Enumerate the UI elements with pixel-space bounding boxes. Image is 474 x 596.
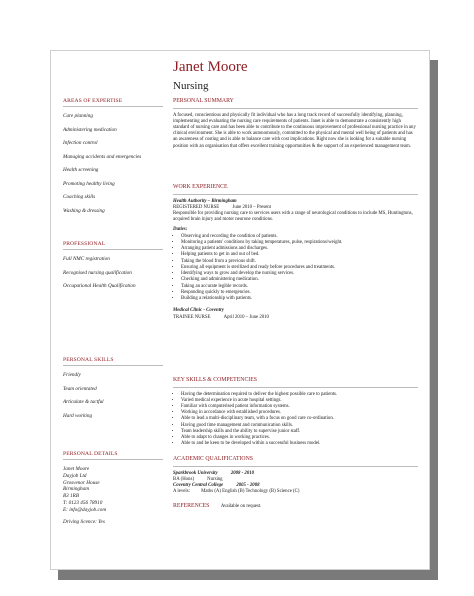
duty-item: • Observing and recording the condition of patients. (181, 234, 418, 240)
duty-item: • Taking the blood from a previous shift. (181, 259, 418, 265)
duties-label: Duties: (173, 227, 188, 233)
detail-line: B3 1RB (63, 493, 79, 499)
professional-item: Full NMC registration (63, 256, 110, 262)
job2-employer: Medical Clinic - Coventry (173, 308, 225, 314)
skill-item: • Able to adapt to changes in working practices. (181, 435, 418, 441)
job2-dates: April 2010 – June 2010 (223, 314, 269, 320)
personal-details-heading: PERSONAL DETAILS (63, 451, 163, 460)
duty-item: • Responding quickly to emergencies. (181, 290, 418, 296)
expertise-item: Care planning (63, 113, 93, 119)
expertise-section (63, 98, 163, 221)
expertise-item: Administering medication (63, 126, 117, 133)
summary-section (173, 98, 418, 150)
skills-list (173, 392, 418, 448)
summary-text: A focused, conscientious and physically fit individual who has a long track record of successfully identifying, planning, implementing and evaluating the nursing care requirements of patients. Janet is able to demonstrate a consistently high standard of nursing care and has been able to contribute to the continuous improvement of professional nursing practice in any clinical environment. She is able to work autonomously, committed to the physical and mental well being of patients and has an awareness of costing and is able to balance care with cost implications. Right now she is looking for a suitable nursing position with an organisation that offers excellent training opportunities & the support of an experienced management team. (173, 112, 416, 149)
degree-subject: Nursing (207, 476, 223, 482)
detail-line: E: info@dayjob.com (63, 506, 107, 513)
detail-line: Grosvenor House (63, 479, 100, 486)
expertise-item: Managing accidents and emergencies (63, 153, 142, 160)
uni-name: Sparkbrook University (173, 470, 218, 476)
cv-role: Nursing (173, 80, 209, 92)
cv-page (50, 50, 430, 570)
work-heading: WORK EXPERIENCE (173, 184, 418, 195)
expertise-item: Washing & dressing (63, 207, 105, 214)
skill-item: • Able to lead a multi-disciplinary team, with a focus on good care co-ordination. (181, 416, 418, 422)
college-name: Coventry Central College (173, 483, 224, 488)
duties-list (173, 234, 418, 303)
personal-details-section (63, 451, 163, 526)
skill-item: • Having good time management and communication skills. (181, 423, 418, 429)
summary-heading: PERSONAL SUMMARY (173, 98, 418, 109)
job1-desc: Responsible for providing nursing care to services users with a range of neurological conditions to include MS, Huntingtons, acquired brain injury and motor neurone conditions. (173, 211, 413, 223)
personal-skill-item: Articulate & tactful (63, 399, 104, 405)
personal-skill-item: Team orientated (63, 385, 97, 392)
alevels-row (173, 489, 418, 495)
driving-licence: Driving licence: Yes (63, 519, 105, 526)
personal-skills-heading: PERSONAL SKILLS (63, 357, 163, 366)
personal-skills-section (63, 357, 163, 426)
skill-item: • Varied medical experience in acute hospital settings. (181, 398, 418, 404)
references-heading: REFERENCES (173, 503, 210, 509)
references-row (173, 503, 418, 511)
personal-skill-item: Hard working (63, 412, 93, 419)
alevels-label: A levels: (173, 489, 190, 495)
alevels: Maths (A) English (B) Technology (B) Science (C) (201, 489, 300, 495)
degree: BA (Hons) (173, 476, 194, 482)
personal-skill-item: Friendly (63, 372, 81, 378)
academic-section (173, 456, 418, 495)
job1-employer: Health Authority – Birmingham (173, 198, 237, 204)
expertise-item: Promoting healthy living (63, 180, 115, 187)
cv-name: Janet Moore (173, 59, 248, 75)
professional-heading: PROFESSIONAL (63, 241, 163, 250)
skill-item: • Team leadership skills and the ability to supervise junior staff. (181, 429, 418, 435)
skills-heading: KEY SKILLS & COMPETENCIES (173, 377, 418, 388)
uni-dates: 2008 - 2010 (230, 470, 255, 476)
skills-section (173, 377, 418, 448)
duty-item: • Taking an accurate legible records. (181, 284, 418, 290)
detail-line: Birmingham (63, 486, 89, 493)
college-dates: 2005 - 2008 (236, 483, 260, 488)
references-section (173, 503, 418, 511)
skill-item: • Working in accordance with established procedures. (181, 410, 418, 416)
expertise-heading: AREAS OF EXPERTISE (63, 98, 163, 107)
skill-item: • Having the determination required to deliver the highest possible care to patients. (181, 392, 418, 398)
expertise-item: Health screening (63, 167, 99, 173)
job1-dates: June 2010 – Present (232, 204, 271, 210)
job2-title-row (173, 315, 418, 321)
duty-item: • Monitoring a patients' conditions by taking temperatures, pulse, respirations/weight. (181, 240, 418, 246)
duty-item: • Helping patients to get in and out of bed. (181, 252, 418, 258)
work-section (173, 184, 418, 321)
detail-line: Dayjob Ltd (63, 472, 87, 479)
skill-item: • Able to and be keen to be developed within a successful business model. (181, 441, 418, 447)
duty-item: • Ensuring all equipment is sterilized and ready before procedures and treatments. (181, 265, 418, 271)
professional-item: Recognised nursing qualification (63, 269, 132, 276)
skill-item: • Familiar with computerised patient information systems. (181, 404, 418, 410)
duty-item: • Arranging patient admissions and discharges. (181, 246, 418, 252)
expertise-item: Infection control (63, 140, 98, 146)
professional-item: Occupational Health Qualification (63, 283, 136, 289)
job1-title: REGISTERED NURSE (173, 204, 220, 210)
detail-line: Janet Moore (63, 466, 90, 472)
expertise-item: Coaching skills (63, 194, 96, 200)
professional-section (63, 241, 163, 297)
academic-heading: ACADEMIC QUALIFICATIONS (173, 456, 418, 467)
duty-item: • Building a relationship with patients. (181, 296, 418, 302)
references-text: Available on request. (220, 504, 262, 509)
detail-line: T: 0123 456 78910 (63, 499, 103, 506)
job2-title: TRAINEE NURSE (173, 314, 211, 320)
duty-item: • Checking and administering medication. (181, 277, 418, 283)
duty-item: • Identifying ways to grow and develop the nursing services. (181, 271, 418, 277)
